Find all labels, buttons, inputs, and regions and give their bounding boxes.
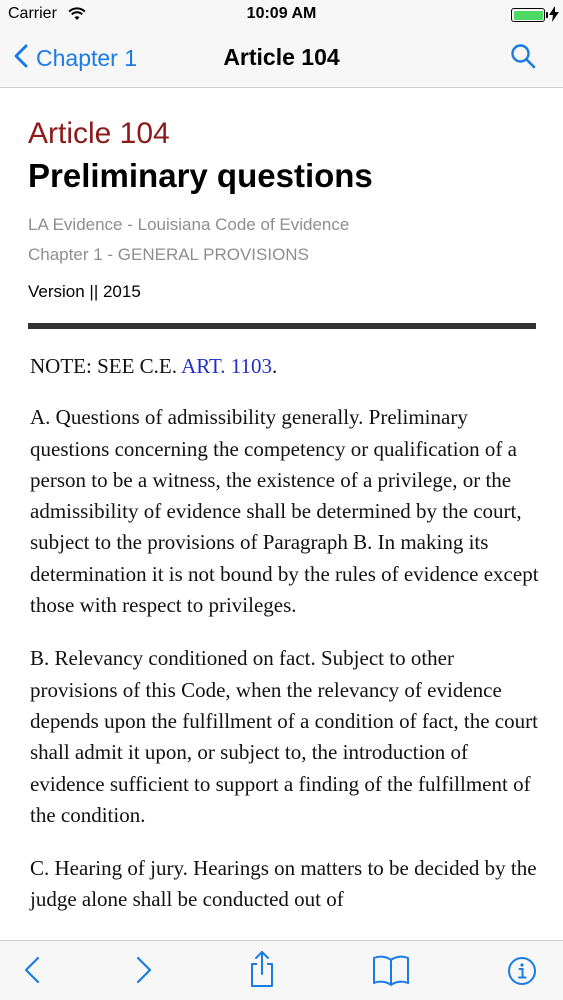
bookmarks-button[interactable] — [372, 954, 410, 991]
article-content[interactable] — [0, 89, 563, 940]
back-button-label: Chapter 1 — [36, 44, 138, 71]
bottom-toolbar — [0, 940, 563, 1000]
battery-icon — [511, 8, 545, 22]
forward-arrow-icon — [134, 972, 154, 989]
paragraph-b: B. Relevancy conditioned on fact. Subject to other provisions of this Code, when the relevancy of evidence depends upon the fulfillment of a condition of fact, the court shall admit it upon, or subject to, the introduction of evidence sufficient to support a finding of the fulfillment of the condition. — [30, 646, 538, 827]
share-icon — [248, 975, 276, 992]
clock: 10:09 AM — [246, 5, 317, 22]
info-icon — [507, 973, 537, 990]
next-button[interactable] — [134, 955, 154, 990]
search-icon — [510, 56, 536, 73]
article-title: Preliminary questions — [28, 157, 373, 194]
article-body — [30, 351, 540, 938]
back-arrow-icon — [22, 972, 42, 989]
status-bar — [0, 0, 563, 30]
note-prefix: NOTE: SEE C.E. — [30, 354, 182, 378]
chapter-line: Chapter 1 - GENERAL PROVISIONS — [28, 245, 309, 264]
battery-fill — [514, 11, 543, 20]
note-paragraph — [30, 351, 540, 382]
source-line: LA Evidence - Louisiana Code of Evidence — [28, 215, 350, 234]
paragraph-a: A. Questions of admissibility generally. Preliminary questions concerning the competency or qualification of a person to be a witness, the existence of a privilege, or the admissibility of evidence shall be determined by the court, subject to the provisions of Paragraph B. In making its determination it is not bound by the rules of evidence except those with respect to privileges. — [30, 405, 539, 618]
navigation-bar — [0, 30, 563, 88]
carrier-label: Carrier — [8, 5, 57, 22]
charging-bolt-icon — [549, 6, 559, 27]
share-button[interactable] — [248, 950, 276, 993]
article-number: Article 104 — [28, 117, 170, 150]
battery-tip — [546, 12, 548, 18]
version-line: Version || 2015 — [28, 282, 141, 301]
paragraph-c: C. Hearing of jury. Hearings on matters to be decided by the judge alone shall be conducted out of — [30, 856, 537, 912]
info-button[interactable] — [507, 956, 537, 991]
book-icon — [372, 973, 410, 990]
note-suffix: . — [272, 354, 278, 378]
search-button[interactable] — [510, 43, 536, 74]
section-divider — [28, 323, 536, 329]
nav-title: Article 104 — [223, 44, 340, 70]
note-link-art-1103[interactable]: ART. 1103 — [181, 354, 272, 378]
previous-button[interactable] — [22, 955, 42, 990]
